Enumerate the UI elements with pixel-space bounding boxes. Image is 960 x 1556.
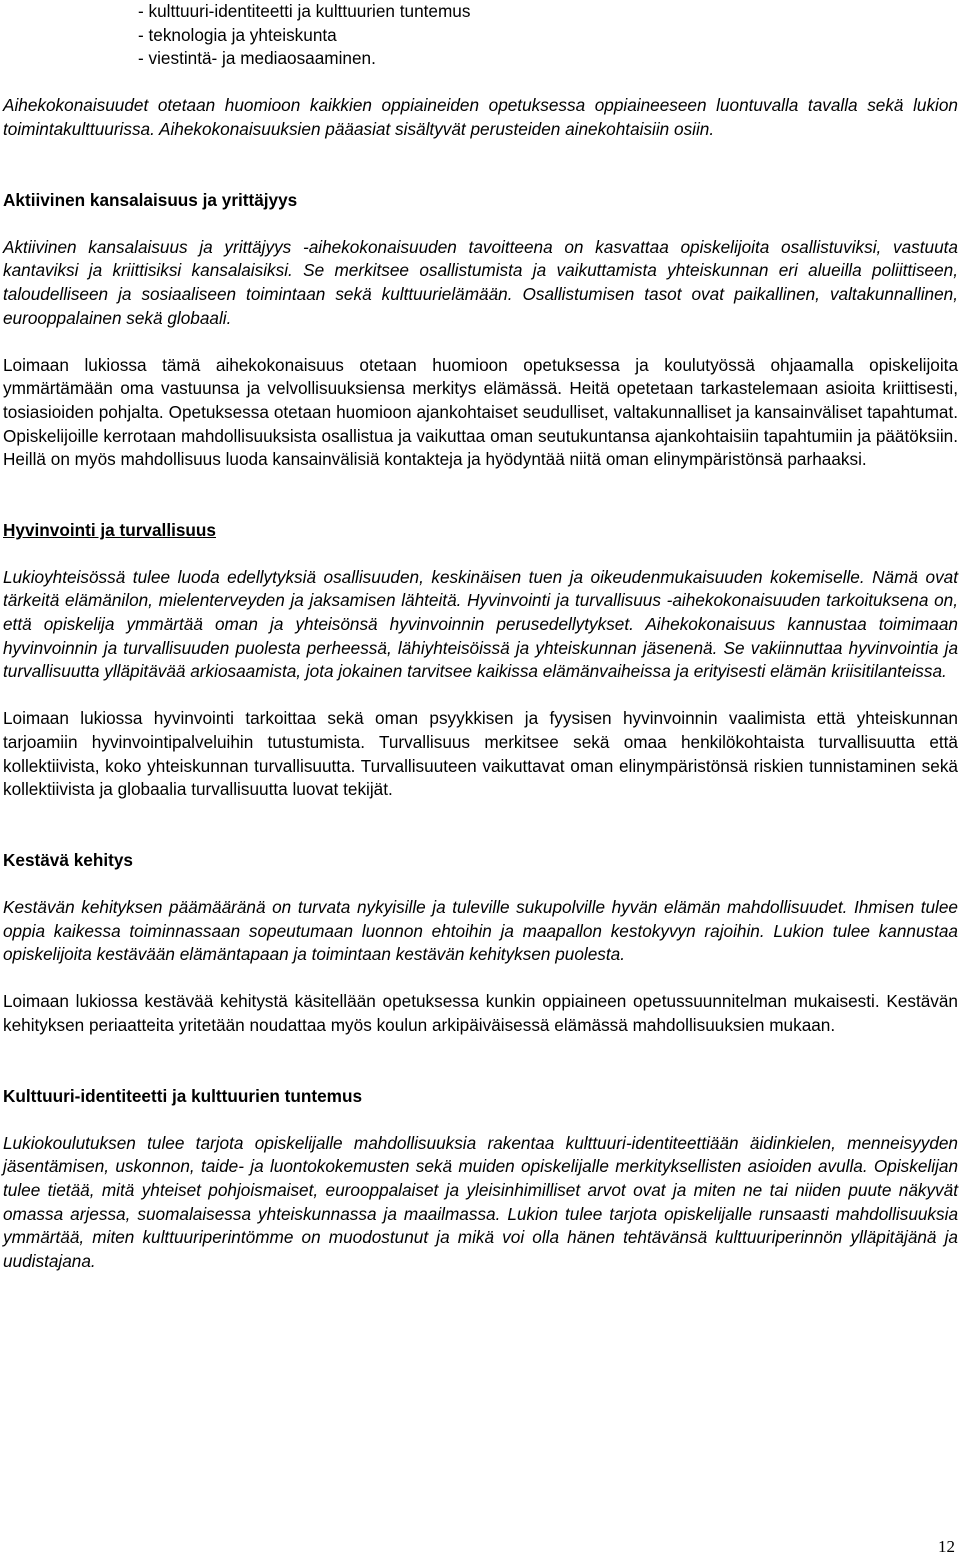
section-heading-aktiivinen-kansalaisuus: Aktiivinen kansalaisuus ja yrittäjyys [3, 189, 298, 210]
topic-list [138, 0, 958, 71]
intro-paragraph: Aihekokonaisuudet otetaan huomioon kaikkien oppiaineiden opetuksessa oppiaineeseen luontuvalla tavalla sekä lukion toimintakulttuurissa. Aihekokonaisuuksien pääasiat sisältyvät perusteiden ainekohtaisiin osiin. [3, 95, 958, 139]
section-paragraph: Lukiokoulutuksen tulee tarjota opiskelijalle mahdollisuuksia rakentaa kulttuuri-identiteettiään äidinkielen, menneisyyden jäsentämisen, uskonnon, taide- ja luontokokemusten sekä muiden opiskelijalle merkityksellisten asioiden avulla. Opiskelijan tulee tietää, mitä yhteiset pohjoismaiset, eurooppalaiset ja yleisinhimilliset arvot ovat ja miten ne tai niiden puute näkyvät omassa arjessa, suomalaisessa yhteiskunnassa ja maailmassa. Lukion tulee tarjota opiskelijalle runsaasti mahdollisuuksia ymmärtää, miten kulttuuriperintömme on muodostunut ja mikä voi olla hänen tehtävänsä kulttuuriperinnön ylläpitäjänä ja uudistajana. [3, 1132, 958, 1271]
page-number: 12 [938, 1537, 955, 1556]
section-heading-kestava-kehitys: Kestävä kehitys [3, 849, 133, 870]
section-paragraph: Kestävän kehityksen päämääränä on turvata nykyisille ja tuleville sukupolville hyvän elämän mahdollisuudet. Ihmisen tulee oppia kaikessa toiminnassaan sopeutumaan luonnon ehtoihin ja maapallon kestokyvyn rajoihin. Lukion tulee kannustaa opiskelijoita kestävään elämäntapaan ja toimintaan kestävän kehityksen puolesta. [3, 897, 958, 965]
section-paragraph: Loimaan lukiossa kestävää kehitystä käsitellään opetuksessa kunkin oppiaineen opetussuunnitelman mukaisesti. Kestävän kehityksen periaatteita yritetään noudattaa myös koulun arkipäiväisessä elämässä mahdollisuuksien mukaan. [3, 991, 958, 1035]
section-heading-hyvinvointi: Hyvinvointi ja turvallisuus [3, 519, 216, 540]
list-item: - teknologia ja yhteiskunta [138, 24, 337, 45]
list-item: - viestintä- ja mediaosaaminen. [138, 48, 376, 69]
section-heading-kulttuuri-identiteetti: Kulttuuri-identiteetti ja kulttuurien tuntemus [3, 1085, 363, 1106]
section-paragraph: Loimaan lukiossa tämä aihekokonaisuus otetaan huomioon opetuksessa ja koulutyössä ohjaamalla opiskelijoita ymmärtämään oma vastuunsa ja velvollisuuksiensa merkitys elämässä. Heitä opetetaan tarkastelemaan asioita kriittisesti, tosiasioiden pohjalta. Opetuksessa otetaan huomioon ajankohtaiset seudulliset, valtakunnalliset ja kansainväliset tapahtumat. Opiskelijoille kerrotaan mahdollisuuksista osallistua ja vaikuttaa oman seutukuntansa ajankohtaisiin tapahtumiin ja päätöksiin. Heillä on myös mahdollisuus luoda kansainvälisiä kontakteja ja hyödyntää niitä oman elinympäristönsä parhaaksi. [3, 354, 958, 470]
section-paragraph: Loimaan lukiossa hyvinvointi tarkoittaa sekä oman psyykkisen ja fyysisen hyvinvoinnin vaalimista että yhteiskunnan tarjoamiin hyvinvointipalveluihin tutustumista. Turvallisuus merkitsee sekä omaa henkilökohtaista turvallisuutta että kollektiivista, koko yhteiskunnan turvallisuutta. Turvallisuuteen vaikuttavat oman elinympäristönsä riskien tunnistaminen sekä kollektiivista ja globaalia turvallisuutta luovat tekijät. [3, 708, 958, 800]
section-paragraph: Aktiivinen kansalaisuus ja yrittäjyys -aihekokonaisuuden tavoitteena on kasvattaa opiskelijoita osallistuviksi, vastuuta kantaviksi ja kriittisiksi kansalaisiksi. Se merkitsee osallistumista ja vaikuttamista yhteiskunnan eri alueilla poliittiseen, taloudelliseen ja sosiaaliseen toimintaan sekä kulttuurielämään. Osallistumisen tasot ovat paikallinen, valtakunnallinen, eurooppalainen sekä globaali. [3, 236, 958, 328]
list-item: - kulttuuri-identiteetti ja kulttuurien tuntemus [138, 1, 471, 21]
document-page [3, 0, 958, 1273]
section-paragraph: Lukioyhteisössä tulee luoda edellytyksiä osallisuuden, keskinäisen tuen ja oikeudenmukaisuuden kokemiselle. Nämä ovat tärkeitä elämänilon, mielenterveyden ja jaksamisen lähteitä. Hyvinvointi ja turvallisuus -aihekokonaisuuden tarkoituksena on, että opiskelija ymmärtää oman ja yhteisönsä hyvinvoinnin perusedellytykset. Aihekokonaisuus kannustaa toimimaan hyvinvoinnin ja turvallisuuden puolesta perheessä, lähiyhteisöissä ja yhteiskunnan jäsenenä. Se vakiinnuttaa hyvinvointia ja turvallisuutta ylläpitävää arkiosaamista, jota jokainen tarvitsee kaikissa elämänvaiheissa ja erityisesti elämän kriisitilanteissa. [3, 566, 958, 682]
